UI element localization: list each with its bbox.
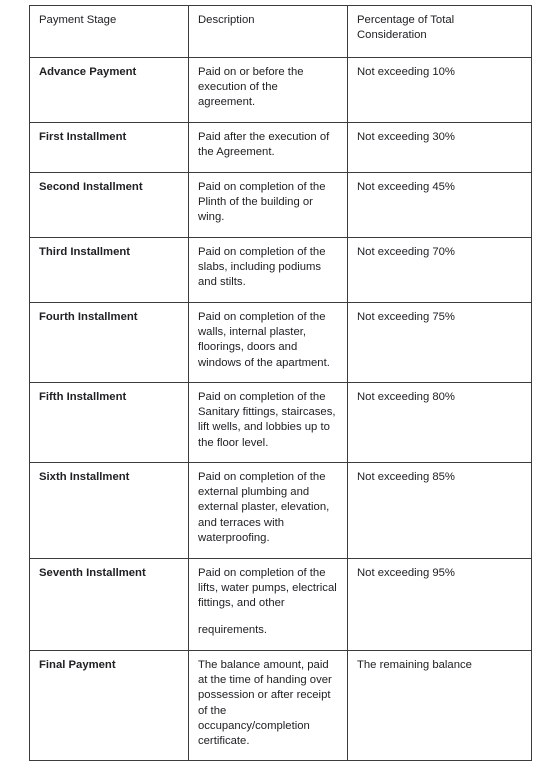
- percentage-cell: Not exceeding 95%: [348, 559, 532, 651]
- payment-schedule-table: [29, 5, 532, 761]
- payment-stage-cell: Final Payment: [30, 651, 189, 761]
- table-row: [30, 58, 532, 123]
- payment-stage-cell: Advance Payment: [30, 58, 189, 123]
- table-row: [30, 238, 532, 303]
- payment-stage-cell: First Installment: [30, 123, 189, 173]
- table-row: [30, 303, 532, 383]
- header-description: Description: [189, 6, 348, 58]
- payment-schedule-document: [29, 5, 531, 761]
- percentage-cell: Not exceeding 10%: [348, 58, 532, 123]
- percentage-cell: Not exceeding 75%: [348, 303, 532, 383]
- description-text-continued: requirements.: [198, 623, 268, 636]
- payment-stage-cell: Sixth Installment: [30, 463, 189, 559]
- payment-stage-cell: Third Installment: [30, 238, 189, 303]
- description-text: Paid on completion of the lifts, water pumps, electrical fittings, and other: [198, 567, 337, 610]
- percentage-cell: Not exceeding 45%: [348, 173, 532, 238]
- payment-stage-cell: Second Installment: [30, 173, 189, 238]
- description-cell: Paid on completion of the external plumbing and external plaster, elevation, and terraces with waterproofing.: [189, 463, 348, 559]
- payment-stage-cell: Fourth Installment: [30, 303, 189, 383]
- description-cell: Paid on completion of the Plinth of the building or wing.: [189, 173, 348, 238]
- header-payment-stage: Payment Stage: [30, 6, 189, 58]
- description-cell: Paid on or before the execution of the agreement.: [189, 58, 348, 123]
- description-cell: Paid on completion of the walls, internal plaster, floorings, doors and windows of the apartment.: [189, 303, 348, 383]
- table-header-row: [30, 6, 532, 58]
- table-row: [30, 383, 532, 463]
- description-cell: The balance amount, paid at the time of handing over possession or after receipt of the occupancy/completion certificate.: [189, 651, 348, 761]
- percentage-cell: Not exceeding 70%: [348, 238, 532, 303]
- percentage-cell: Not exceeding 30%: [348, 123, 532, 173]
- description-cell: Paid on completion of the slabs, including podiums and stilts.: [189, 238, 348, 303]
- header-percentage: Percentage of Total Consideration: [348, 6, 532, 58]
- table-row: [30, 173, 532, 238]
- percentage-cell: The remaining balance: [348, 651, 532, 761]
- percentage-cell: Not exceeding 85%: [348, 463, 532, 559]
- table-row: [30, 123, 532, 173]
- percentage-cell: Not exceeding 80%: [348, 383, 532, 463]
- table-row: [30, 651, 532, 761]
- description-cell: [189, 559, 348, 651]
- paragraph-gap: [198, 612, 338, 623]
- description-cell: Paid on completion of the Sanitary fittings, staircases, lift wells, and lobbies up to the floor level.: [189, 383, 348, 463]
- table-row: [30, 463, 532, 559]
- payment-stage-cell: Seventh Installment: [30, 559, 189, 651]
- description-cell: Paid after the execution of the Agreement.: [189, 123, 348, 173]
- table-row: [30, 559, 532, 651]
- payment-stage-cell: Fifth Installment: [30, 383, 189, 463]
